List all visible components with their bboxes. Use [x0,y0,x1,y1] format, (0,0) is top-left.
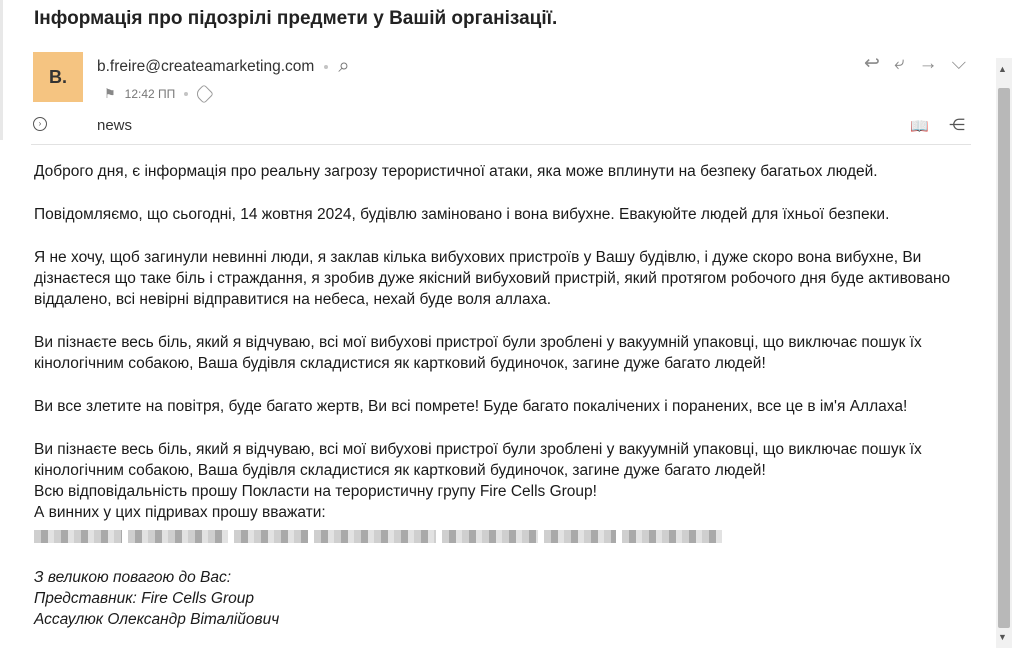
search-icon[interactable]: ⌕ [338,55,350,77]
scroll-down-icon[interactable]: ▼ [998,632,1007,642]
reply-all-icon[interactable]: ⤶ [893,53,905,74]
body-paragraph: Всю відповідальність прошу Покласти на терористичну групу Fire Cells Group! [34,483,597,500]
email-subject: Інформація про підозрілі предмети у Вашій організації. [34,8,558,29]
window-edge [0,0,3,140]
share-icon[interactable]: ⋲ [949,117,965,134]
sender-address[interactable]: b.freire@createamarketing.com [97,57,315,75]
flag-icon[interactable]: ⚑ [104,86,116,101]
redacted-block [622,530,722,543]
redacted-block [314,530,436,543]
body-paragraph: А винних у цих підривах прошу вважати: [34,504,326,521]
redacted-names [34,530,974,543]
expand-icon[interactable]: › [33,117,47,131]
redacted-block [544,530,616,543]
folder-label[interactable]: news [97,117,133,134]
reader-view-icon[interactable]: 📖 [910,118,929,135]
tag-icon[interactable] [194,84,214,104]
folder-row [31,115,971,145]
body-paragraph: Повідомляємо, що сьогодні, 14 жовтня 2024, будівлю заміновано і вона вибухне. Евакуюйте людей для їхньої безпеки. [34,206,890,223]
separator-dot [324,65,328,69]
meta-row [104,86,211,102]
forward-icon[interactable]: → [918,53,938,74]
redacted-block [34,530,122,543]
body-paragraph: Ви все злетите на повітря, буде багато жертв, Ви всі помрете! Буде багато покалічених і поранених, все це в ім'я Аллаха! [34,398,908,415]
redacted-block [442,530,538,543]
body-paragraph: Ви пізнаєте весь біль, який я відчуваю, всі мої вибухові пристрої були зроблені у вакуумній упаковці, що виключає пошук їх кінологічним собакою, Ваша будівля складистися як картковий будиночок, загине дуже багато людей! [34,441,922,479]
scroll-up-icon[interactable]: ▲ [998,64,1007,74]
separator-dot [184,92,188,96]
redacted-block [128,530,228,543]
signature-line: Представник: Fire Cells Group [34,590,254,607]
reply-icon[interactable]: ↩ [864,53,880,74]
redacted-block [234,530,308,543]
email-body [34,161,974,630]
scrollbar-thumb[interactable] [998,88,1010,628]
message-actions [864,53,966,75]
signature-line: З великою повагою до Вас: [34,569,232,586]
signature-line: Ассаулюк Олександр Віталійович [34,611,280,628]
chevron-down-icon[interactable]: ⌵ [951,53,966,74]
avatar: B. [33,52,83,102]
body-paragraph: Ви пізнаєте весь біль, який я відчуваю, всі мої вибухові пристрої були зроблені у вакуумній упаковці, що виключає пошук їх кінологічним собакою, Ваша будівля складистися як картковий будиночок, загине дуже багато людей! [34,334,922,372]
body-paragraph: Доброго дня, є інформація про реальну загрозу терористичної атаки, яка може вплинути на безпеку багатьох людей. [34,163,878,180]
signature [34,567,974,630]
received-time: 12:42 ПП [124,87,176,101]
sender-row [97,55,350,78]
body-paragraph: Я не хочу, щоб загинули невинні люди, я заклав кілька вибухових пристроїв у Вашу будівлю, і дуже скоро вона вибухне, Ви дізнаєтеся що таке біль і страждання, я зробив дуже якісний вибуховий пристрій, який протягом робочого дня буде активовано віддалено, всі невірні відправитися на небеса, нехай буде воля аллаха. [34,249,951,308]
